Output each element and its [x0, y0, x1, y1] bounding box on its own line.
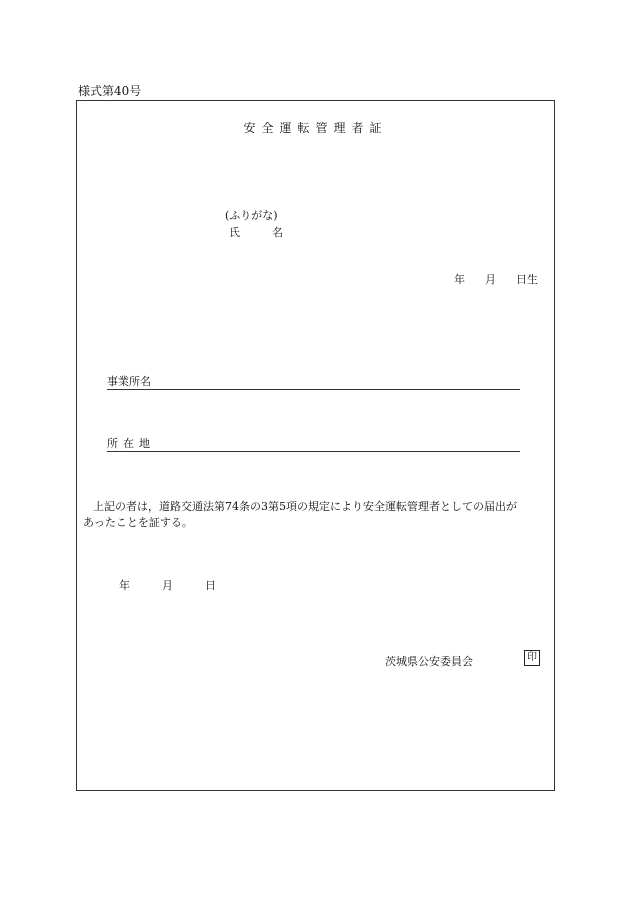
- issue-month-label: 月: [162, 579, 173, 592]
- form-number: 様式第40号: [78, 84, 142, 98]
- furigana-label: (ふりがな): [225, 209, 278, 222]
- birth-day-label: 日生: [516, 273, 538, 286]
- address-label: 所在地: [107, 437, 155, 450]
- certificate-frame: [76, 100, 555, 791]
- certificate-title: 安全運転管理者証: [243, 121, 388, 135]
- birth-month-label: 月: [485, 273, 496, 286]
- office-name-label: 事業所名: [107, 375, 151, 388]
- statement-line-1: 上記の者は，道路交通法第74条の3第5項の規定により安全運転管理者としての届出が: [93, 500, 517, 513]
- issue-year-label: 年: [119, 579, 130, 592]
- issue-date: [119, 577, 216, 593]
- office-name-field: [107, 375, 520, 390]
- issuer-name: 茨城県公安委員会: [385, 655, 473, 668]
- birth-date: [454, 271, 538, 287]
- seal-mark: 印: [524, 650, 540, 666]
- statement-line-2: あったことを証する。: [83, 516, 193, 529]
- name-label: 氏名: [229, 226, 315, 239]
- birth-year-label: 年: [454, 273, 465, 286]
- address-field: [107, 437, 520, 452]
- certification-statement: [83, 499, 548, 531]
- issue-day-label: 日: [205, 579, 216, 592]
